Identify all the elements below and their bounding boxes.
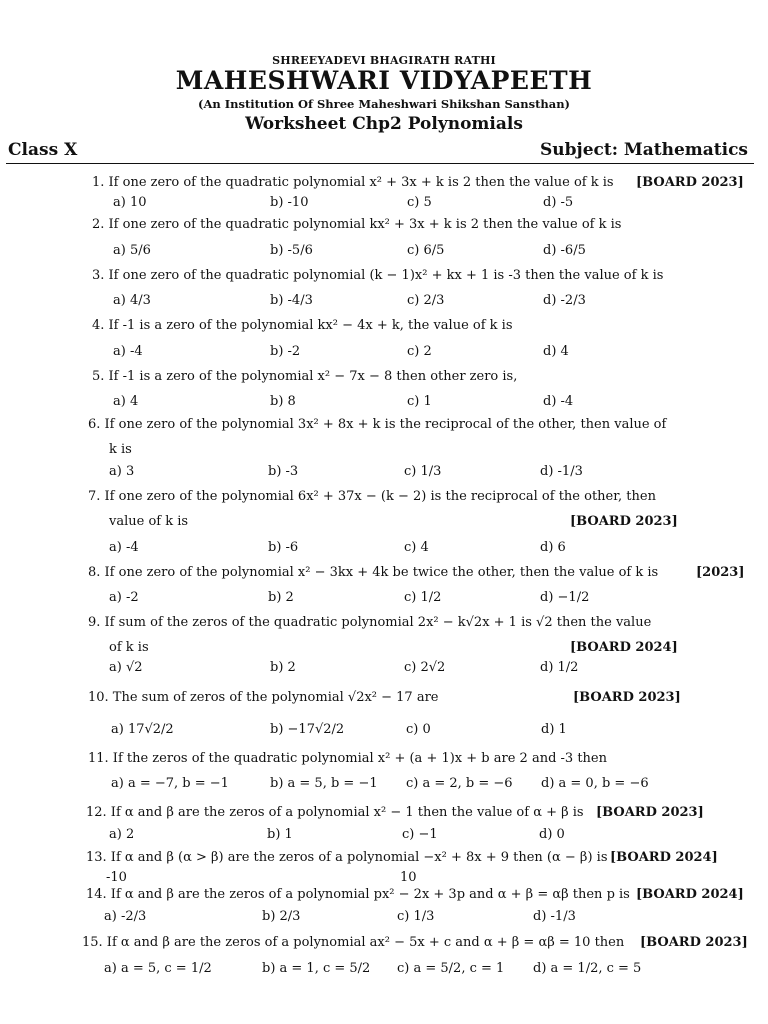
question-13-option-1[interactable]: -10 (106, 870, 127, 885)
question-1-text: 1. If one zero of the quadratic polynomial x² + 3x + k is 2 then the value of k is (92, 175, 614, 190)
question-6-option-2[interactable]: b) -3 (268, 464, 299, 479)
question-15-option-3[interactable]: c) a = 5/2, c = 1 (397, 961, 505, 976)
question-7-board-tag: [BOARD 2023] (570, 514, 678, 529)
question-10-option-2[interactable]: b) −17√2/2 (270, 722, 345, 737)
question-7-option-2[interactable]: b) -6 (268, 540, 299, 555)
question-13-text: 13. If α and β (α > β) are the zeros of a polynomial −x² + 8x + 9 then (α − β) is (86, 850, 608, 865)
question-1-option-4[interactable]: d) -5 (543, 195, 574, 210)
question-5-option-4[interactable]: d) -4 (543, 394, 574, 409)
header-divider (6, 163, 754, 164)
question-5-text: 5. If -1 is a zero of the polynomial x² − 7x − 8 then other zero is, (92, 369, 518, 384)
question-10-option-4[interactable]: d) 1 (541, 722, 567, 737)
question-14-text: 14. If α and β are the zeros of a polynomial px² − 2x + 3p and α + β = αβ then p is (86, 887, 630, 902)
class-label: Class X (8, 140, 78, 160)
question-8-board-tag: [2023] (696, 565, 745, 580)
worksheet-title: Worksheet Chp2 Polynomials (245, 114, 523, 134)
question-1-option-2[interactable]: b) -10 (270, 195, 309, 210)
question-9-text: 9. If sum of the zeros of the quadratic polynomial 2x² − k√2x + 1 is √2 then the value (88, 615, 652, 630)
question-7-option-4[interactable]: d) 6 (540, 540, 566, 555)
question-14-board-tag: [BOARD 2024] (636, 887, 744, 902)
question-15-option-2[interactable]: b) a = 1, c = 5/2 (262, 961, 371, 976)
question-11-option-1[interactable]: a) a = −7, b = −1 (111, 776, 229, 791)
question-4-option-1[interactable]: a) -4 (113, 344, 143, 359)
question-4-option-3[interactable]: c) 2 (407, 344, 432, 359)
question-4-text: 4. If -1 is a zero of the polynomial kx² − 4x + k, the value of k is (92, 318, 513, 333)
question-3-option-3[interactable]: c) 2/3 (407, 293, 445, 308)
question-4-option-4[interactable]: d) 4 (543, 344, 569, 359)
question-10-board-tag: [BOARD 2023] (573, 690, 681, 705)
question-12-board-tag: [BOARD 2023] (596, 805, 704, 820)
question-1-board-tag: [BOARD 2023] (636, 175, 744, 190)
question-3-option-1[interactable]: a) 4/3 (113, 293, 151, 308)
question-2-text: 2. If one zero of the quadratic polynomial kx² + 3x + k is 2 then the value of k is (92, 217, 622, 232)
question-14-option-2[interactable]: b) 2/3 (262, 909, 301, 924)
question-2-option-3[interactable]: c) 6/5 (407, 243, 445, 258)
question-2-option-1[interactable]: a) 5/6 (113, 243, 151, 258)
question-15-option-4[interactable]: d) a = 1/2, c = 5 (533, 961, 642, 976)
question-8-option-1[interactable]: a) -2 (109, 590, 139, 605)
question-7-option-1[interactable]: a) -4 (109, 540, 139, 555)
question-13-board-tag: [BOARD 2024] (610, 850, 718, 865)
question-5-option-3[interactable]: c) 1 (407, 394, 432, 409)
school-name: MAHESHWARI VIDYAPEETH (175, 66, 593, 95)
question-11-option-3[interactable]: c) a = 2, b = −6 (406, 776, 513, 791)
question-9-option-3[interactable]: c) 2√2 (404, 660, 446, 675)
question-12-option-4[interactable]: d) 0 (539, 827, 565, 842)
question-6-text-cont: k is (109, 442, 132, 457)
question-14-option-1[interactable]: a) -2/3 (104, 909, 147, 924)
question-6-option-1[interactable]: a) 3 (109, 464, 135, 479)
question-9-board-tag: [BOARD 2024] (570, 640, 678, 655)
question-12-text: 12. If α and β are the zeros of a polynomial x² − 1 then the value of α + β is (86, 805, 584, 820)
question-12-option-3[interactable]: c) −1 (402, 827, 438, 842)
question-8-option-4[interactable]: d) −1/2 (540, 590, 590, 605)
question-5-option-1[interactable]: a) 4 (113, 394, 139, 409)
question-3-option-4[interactable]: d) -2/3 (543, 293, 586, 308)
question-5-option-2[interactable]: b) 8 (270, 394, 296, 409)
school-line1: SHREEYADEVI BHAGIRATH RATHI (272, 54, 496, 67)
question-3-option-2[interactable]: b) -4/3 (270, 293, 313, 308)
question-15-board-tag: [BOARD 2023] (640, 935, 748, 950)
question-10-text: 10. The sum of zeros of the polynomial √2x² − 17 are (88, 690, 439, 705)
question-11-option-4[interactable]: d) a = 0, b = −6 (541, 776, 649, 791)
question-11-text: 11. If the zeros of the quadratic polynomial x² + (a + 1)x + b are 2 and -3 then (88, 751, 607, 766)
question-1-option-3[interactable]: c) 5 (407, 195, 432, 210)
question-14-option-3[interactable]: c) 1/3 (397, 909, 435, 924)
question-2-option-4[interactable]: d) -6/5 (543, 243, 586, 258)
question-10-option-3[interactable]: c) 0 (406, 722, 431, 737)
question-10-option-1[interactable]: a) 17√2/2 (111, 722, 174, 737)
question-11-option-2[interactable]: b) a = 5, b = −1 (270, 776, 378, 791)
question-15-text: 15. If α and β are the zeros of a polynomial ax² − 5x + c and α + β = αβ = 10 then (82, 935, 625, 950)
question-8-option-3[interactable]: c) 1/2 (404, 590, 442, 605)
question-12-option-1[interactable]: a) 2 (109, 827, 135, 842)
question-8-text: 8. If one zero of the polynomial x² − 3kx + 4k be twice the other, then the value of k is (88, 565, 659, 580)
question-9-option-1[interactable]: a) √2 (109, 660, 143, 675)
question-6-option-3[interactable]: c) 1/3 (404, 464, 442, 479)
question-12-option-2[interactable]: b) 1 (267, 827, 293, 842)
question-7-text: 7. If one zero of the polynomial 6x² + 37x − (k − 2) is the reciprocal of the other, then (88, 489, 656, 504)
question-7-text-cont: value of k is (109, 514, 189, 529)
question-7-option-3[interactable]: c) 4 (404, 540, 429, 555)
question-8-option-2[interactable]: b) 2 (268, 590, 294, 605)
question-4-option-2[interactable]: b) -2 (270, 344, 301, 359)
question-6-option-4[interactable]: d) -1/3 (540, 464, 583, 479)
question-1-option-1[interactable]: a) 10 (113, 195, 147, 210)
question-3-text: 3. If one zero of the quadratic polynomial (k − 1)x² + kx + 1 is -3 then the value of k is (92, 268, 664, 283)
question-9-option-4[interactable]: d) 1/2 (540, 660, 579, 675)
question-6-text: 6. If one zero of the polynomial 3x² + 8x + k is the reciprocal of the other, then value of (88, 417, 667, 432)
question-15-option-1[interactable]: a) a = 5, c = 1/2 (104, 961, 212, 976)
institution-line: (An Institution Of Shree Maheshwari Shikshan Sansthan) (198, 97, 570, 111)
question-9-text-cont: of k is (109, 640, 149, 655)
question-2-option-2[interactable]: b) -5/6 (270, 243, 313, 258)
question-14-option-4[interactable]: d) -1/3 (533, 909, 576, 924)
question-9-option-2[interactable]: b) 2 (270, 660, 296, 675)
subject-label: Subject: Mathematics (540, 140, 748, 160)
question-13-option-2[interactable]: 10 (400, 870, 417, 885)
